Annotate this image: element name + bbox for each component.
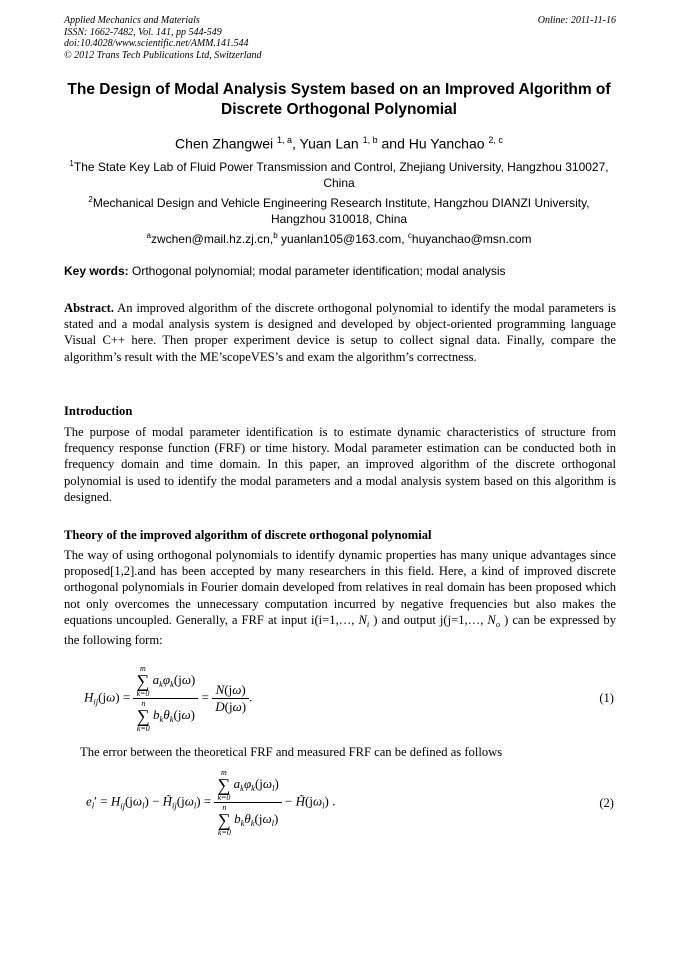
abstract-label: Abstract. bbox=[64, 301, 115, 315]
author-name: Yuan Lan bbox=[299, 135, 359, 152]
journal-header bbox=[64, 15, 616, 61]
affiliation-2 bbox=[68, 192, 610, 227]
abstract-text: An improved algorithm of the discrete orthogonal polynomial to identify the modal parameters is stated and a modal analysis system is designed and developed by object-oriented programming language Visual C++ here. Then proper experiment device is setup to collect signal data. Finally, compare the algorithm’s result with the ME’scopeVES’s and exam the algorithm’s correctness. bbox=[64, 301, 616, 364]
author-mark: 1, b bbox=[362, 135, 378, 145]
online-date: Online: 2011-11-16 bbox=[537, 15, 616, 26]
math-ni bbox=[358, 613, 369, 627]
theory-text: The way of using orthogonal polynomials to identify dynamic properties has many unique advantages since proposed[1,2].and has been accepted by many researchers in this field. Here, a kind of improved discrete orthogonal polynomials in Fourier domain developed from relatives in real domain has been proposed which not only overcomes the unnecessary computation incurred by negative frequencies but also makes the equations uncoupled. Generally, a FRF at input i(i=1,…, bbox=[64, 548, 616, 627]
email-link[interactable]: yuanlan105@163.com, bbox=[277, 232, 405, 246]
author-name: Chen Zhangwei bbox=[175, 135, 274, 152]
email-mark: b bbox=[273, 231, 278, 240]
math-subscript: i bbox=[366, 618, 370, 629]
email-link[interactable]: zwchen@mail.hz.zj.cn, bbox=[150, 232, 274, 246]
affiliation-mark: 1 bbox=[69, 159, 74, 168]
journal-issn: ISSN: 1662-7482, Vol. 141, pp 544-549 bbox=[64, 26, 222, 38]
theory-paragraph bbox=[64, 547, 616, 648]
keywords-label: Key words: bbox=[64, 264, 129, 278]
theory-text: ) and output j(j=1,…, bbox=[369, 612, 488, 627]
equation-2: $e_l' = H_{ij}(j\omega_l)$ − $H̃_{ij}(j\omega_l)$ = m ∑ k=0 $a_k\varphi_k(j\omega_l)$ n ∑ k=0 $b_k\theta_k(j\omega_l)$ − $H̃(j\omega_l)$ . bbox=[86, 768, 336, 837]
abstract bbox=[64, 300, 616, 365]
math-subscript: o bbox=[495, 618, 501, 629]
journal-name: Applied Mechanics and Materials bbox=[64, 15, 200, 26]
theory-text: ) can be expressed by the following form: bbox=[64, 612, 616, 648]
equation-1-fraction-right: $\frac{N(j\omega)}{D(j\omega)}$ bbox=[212, 682, 249, 715]
journal-copyright: © 2012 Trans Tech Publications Ltd, Switzerland bbox=[64, 49, 262, 61]
math-symbol: N bbox=[358, 612, 367, 627]
math-no bbox=[487, 613, 500, 627]
author-name: Hu Yanchao bbox=[408, 135, 485, 152]
email-mark: a bbox=[146, 231, 151, 240]
author-list: Chen Zhangwei $^{1, a}$, Yuan Lan $^{1, b}$ and Hu Yanchao $^{2, c}$ bbox=[175, 135, 503, 152]
section-heading-introduction: Introduction bbox=[64, 404, 133, 418]
equation-1-number: (1) bbox=[599, 691, 614, 705]
equation-2-fraction: m ∑ k=0 $a_k\varphi_k(j\omega_l)$ n ∑ k=0 $b_k\theta_k(j\omega_l)$ bbox=[214, 768, 281, 837]
equation-1-fraction-left: m ∑ k=0 $a_k\varphi_k(j\omega)$ n ∑ k=0 $b_k\theta_k(j\omega)$ bbox=[133, 664, 198, 733]
math-symbol: N bbox=[487, 612, 496, 627]
email-link[interactable]: huyanchao@msn.com bbox=[411, 232, 532, 246]
author-mark: 2, c bbox=[488, 135, 503, 145]
keywords-text: Orthogonal polynomial; modal parameter identification; modal analysis bbox=[128, 264, 506, 278]
author-emails bbox=[68, 228, 610, 248]
author-mark: 1, a bbox=[277, 135, 293, 145]
affiliation-text: Mechanical Design and Vehicle Engineering Research Institute, Hangzhou DIANZI University, Hangzhou 310018, China bbox=[92, 196, 590, 226]
equation-2-number: (2) bbox=[599, 796, 614, 810]
affiliation-text: The State Key Lab of Fluid Power Transmission and Control, Zhejiang University, Hangzhou 310027, China bbox=[73, 160, 609, 190]
paper-title: The Design of Modal Analysis System based on an Improved Algorithm of Discrete Orthogonal Polynomial bbox=[67, 81, 611, 118]
email-mark: c bbox=[407, 231, 412, 240]
error-definition-text: The error between the theoretical FRF and measured FRF can be defined as follows bbox=[80, 745, 503, 759]
introduction-paragraph: The purpose of modal parameter identification is to estimate dynamic characteristics of structure from frequency response function (FRF) or time history. Modal parameter estimation can be conducted both in frequency domain and time domain. In this paper, an improved algorithm of the discrete orthogonal polynomial is used to identify the modal parameters and a modal analysis system based on this algorithm is designed. bbox=[64, 425, 616, 504]
section-heading-theory: Theory of the improved algorithm of discrete orthogonal polynomial bbox=[64, 528, 432, 542]
keywords bbox=[64, 264, 616, 279]
affiliation-mark: 2 bbox=[88, 195, 93, 204]
equation-1: $H_{ij}(j\omega)$ = m ∑ k=0 $a_k\varphi_k(j\omega)$ n ∑ k=0 $b_k\theta_k(j\omega)$ = $\frac{N(j\omega)}{D(j\omega)}$ . bbox=[84, 664, 253, 733]
affiliation-1 bbox=[68, 156, 610, 191]
journal-doi: doi:10.4028/www.scientific.net/AMM.141.544 bbox=[64, 38, 249, 49]
